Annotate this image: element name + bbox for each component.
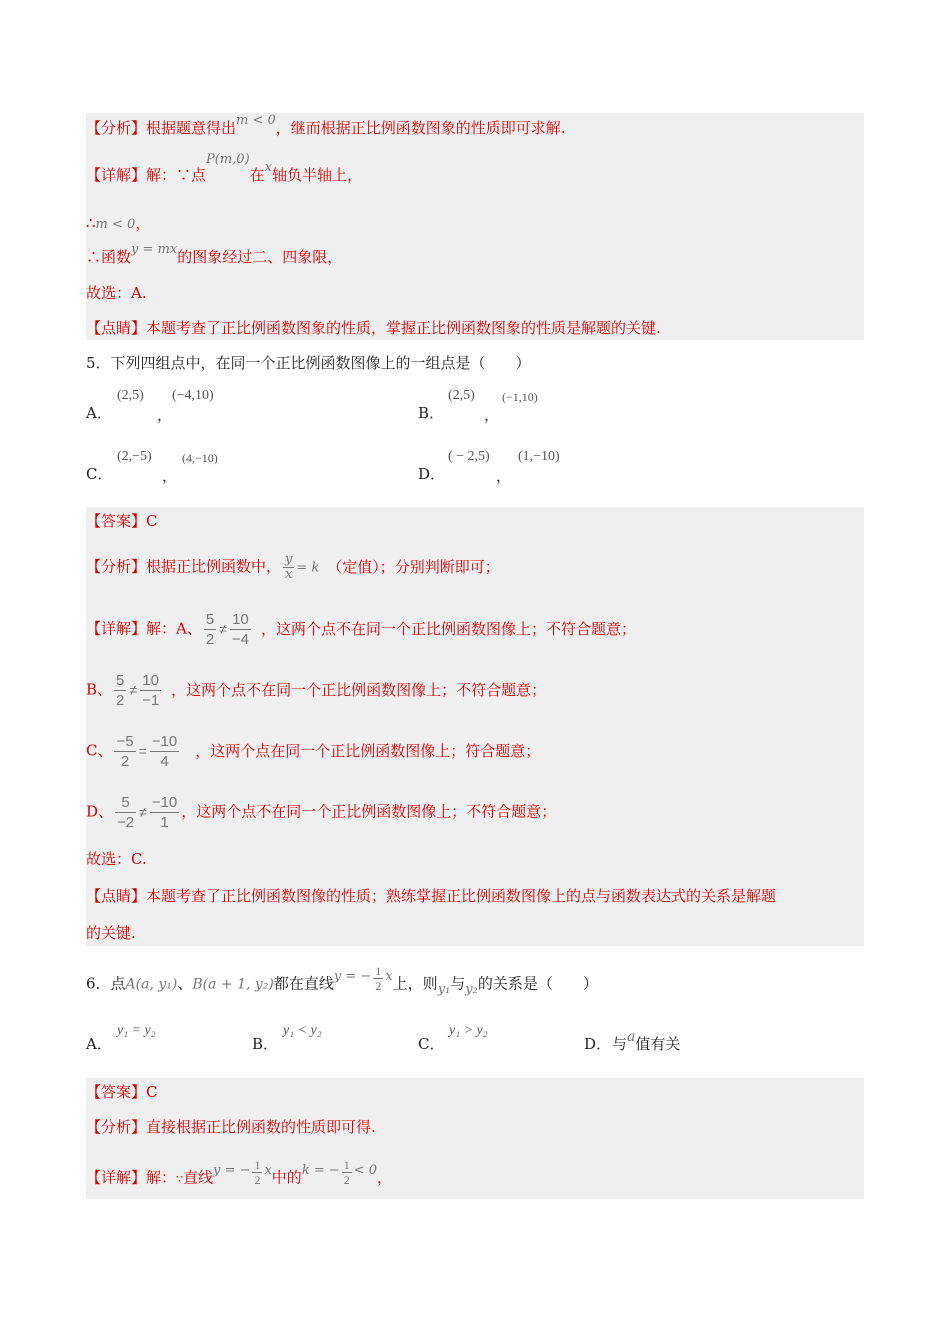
- solution-block-q6: [86, 1078, 864, 1199]
- one-half-fraction: $\frac{1}{2}$: [375, 964, 382, 993]
- question-6-stem: 6．点A(a, y₁)、B(a + 1, y₂)都在直线y = − $\frac{1}{2}$ x上，则y₁与y₂的关系是（ ）: [86, 964, 598, 997]
- answer-line: 【答案】C: [86, 512, 158, 530]
- q6-option-c-value: y₁ > y₂: [449, 1023, 488, 1038]
- detail-a-line: 【详解】解：A、 $\frac{5}{2}$ ≠ $\frac{10}{-4}$ ，这两个点不在同一个正比例函数图像上；不符合题意；: [86, 611, 637, 648]
- comment-line-1: 【点睛】本题考查了正比例函数图像的性质；熟练掌握正比例函数图像上的点与函数表达式的关系是解题: [86, 887, 777, 905]
- fraction: $\frac{10}{-4}$: [231, 611, 249, 648]
- q6-option-b-value: y₁ < y₂: [283, 1023, 322, 1038]
- choose-line: 故选：C.: [86, 850, 147, 868]
- q6-option-a-label: A．: [86, 1035, 112, 1053]
- fraction: $\frac{5}{2}$: [205, 611, 215, 648]
- option-b-point-1: (2,5): [448, 388, 475, 403]
- comment-line: 【点睛】本题考查了正比例函数图象的性质，掌握正比例函数图象的性质是解题的关键.: [86, 319, 661, 337]
- one-half-fraction: $\frac{1}{2}$: [343, 1158, 350, 1187]
- option-c-point-1: (2,−5): [117, 449, 152, 464]
- fraction: $\frac{10}{-1}$: [142, 672, 160, 709]
- option-a-point-2: (−4,10): [172, 388, 214, 403]
- y-over-x-fraction: $\frac{y}{x}$: [285, 552, 293, 582]
- analysis-line: 【分析】直接根据正比例函数的性质即可得.: [86, 1118, 376, 1136]
- q6-option-c-label: C．: [418, 1035, 445, 1053]
- option-a-point-1: (2,5): [117, 388, 144, 403]
- option-d-point-2: (1,−10): [518, 449, 560, 464]
- answer-line: 【答案】C: [86, 1083, 158, 1101]
- comment-line-2: 的关键.: [86, 924, 136, 942]
- detail-d-line: D、 $\frac{5}{-2}$ ≠ $\frac{-10}{1}$ ，这两个点不在同一个正比例函数图像上；不符合题意；: [86, 794, 557, 831]
- therefore-line-2: ∴函数y = mx的图象经过二、四象限，: [86, 242, 343, 266]
- one-half-fraction: $\frac{1}{2}$: [254, 1158, 261, 1187]
- option-d-point-1: ( − 2,5): [448, 449, 490, 464]
- fraction: $\frac{-10}{4}$: [151, 733, 178, 770]
- option-d-label: D．: [418, 465, 446, 483]
- fraction: $\frac{-5}{2}$: [116, 733, 134, 770]
- solution-block-q5: [86, 507, 864, 946]
- q6-option-b-label: B．: [252, 1035, 279, 1053]
- therefore-line-1: ∴m < 0，: [86, 214, 151, 232]
- solution-block-q4: [86, 113, 864, 340]
- detail-b-line: B、 $\frac{5}{2}$ ≠ $\frac{10}{-1}$ ，这两个点不在同一个正比例函数图像上；不符合题意；: [86, 672, 547, 709]
- q6-option-d-label: D．: [584, 1035, 612, 1053]
- fraction: $\frac{-10}{1}$: [151, 794, 178, 831]
- option-b-label: B．: [418, 404, 445, 422]
- option-b-sep: ，: [484, 406, 500, 424]
- option-b-point-2: (−1,10): [502, 390, 538, 404]
- option-a-label: A．: [86, 404, 112, 422]
- option-d-sep: ，: [496, 467, 512, 485]
- choose-line: 故选：A.: [86, 284, 147, 302]
- q6-option-a-value: y₁ = y₂: [117, 1023, 156, 1038]
- option-a-sep: ，: [157, 406, 173, 424]
- fraction: $\frac{5}{-2}$: [117, 794, 135, 831]
- analysis-line: 【分析】根据题意得出m < 0，继而根据正比例函数图象的性质即可求解.: [86, 113, 566, 137]
- analysis-line: 【分析】根据正比例函数中， $\frac{y}{x}$ = k （定值）；分别判断即可；: [86, 552, 500, 582]
- option-c-sep: ，: [162, 467, 178, 485]
- fraction: $\frac{5}{2}$: [116, 672, 125, 709]
- q6-option-d-text: 与a值有关: [612, 1029, 681, 1053]
- option-c-point-2: (4,−10): [182, 451, 218, 465]
- option-c-label: C．: [86, 465, 113, 483]
- detail-line: 【详解】解：∵点P(m,0)在x轴负半轴上，: [86, 152, 363, 184]
- question-5-stem: 5．下列四组点中，在同一个正比例函数图像上的一组点是（ ）: [86, 354, 531, 372]
- detail-line: 【详解】解：∵直线y = − $\frac{1}{2}$ x中的k = − $\frac{1}{2}$ < 0，: [86, 1158, 393, 1187]
- detail-c-line: C、 $\frac{-5}{2}$ = $\frac{-10}{4}$ ，这两个点在同一个正比例函数图像上；符合题意；: [86, 733, 541, 770]
